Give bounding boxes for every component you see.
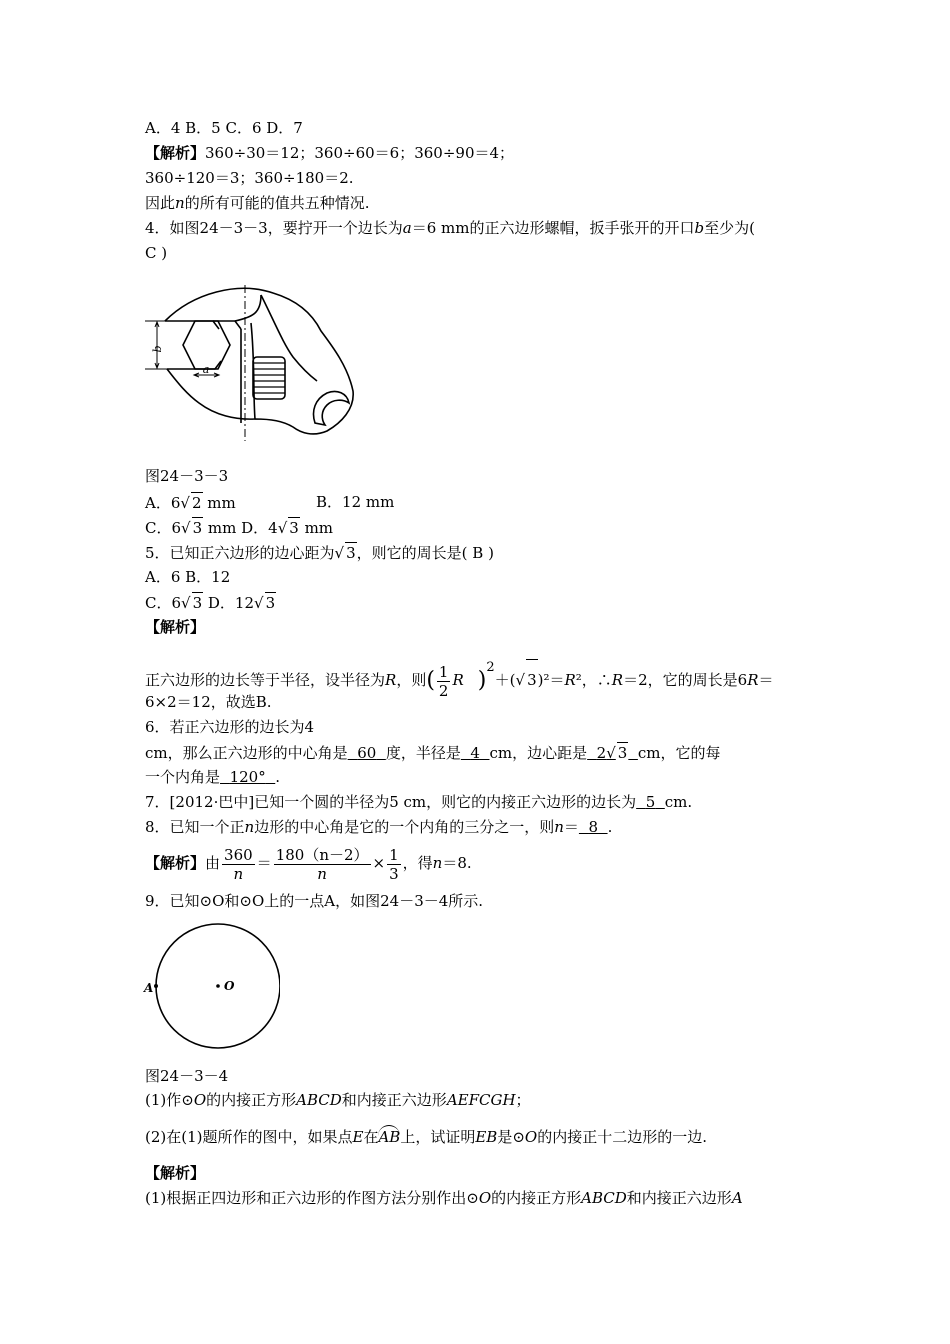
analysis-label: 【解析】: [145, 1164, 206, 1182]
text: cm，边心距是: [489, 744, 588, 762]
text: ＝: [563, 818, 579, 836]
answer: 60: [357, 744, 377, 762]
text: C．6: [145, 519, 182, 537]
var-n: n: [554, 818, 564, 836]
fig-label-b: b: [151, 345, 164, 353]
q4-stem: [145, 218, 755, 238]
text: 8．已知一个正: [145, 818, 245, 836]
q9-part2: [145, 1125, 707, 1147]
numerator: 1: [438, 662, 449, 681]
fraction-third: [387, 846, 401, 883]
text: 的内接正十二边形的一边.: [537, 1128, 707, 1146]
q8-analysis: [145, 843, 472, 883]
radicand: 3: [192, 594, 203, 612]
text: .: [607, 818, 613, 836]
radicand: 3: [289, 519, 299, 537]
label-o: O: [224, 979, 235, 993]
center-point: [216, 984, 220, 988]
radicand: 3: [346, 544, 356, 562]
text: 是⊙: [497, 1128, 525, 1146]
hanging-hole: [314, 391, 350, 425]
radicand: 3: [265, 594, 276, 612]
text: ²，∴: [575, 671, 612, 689]
q4-options-ab: [145, 492, 236, 513]
text: (1)作⊙: [145, 1091, 194, 1109]
text: (1)根据正四边形和正六边形的作图方法分别作出⊙: [145, 1189, 479, 1207]
q7: [145, 792, 692, 812]
text: 在: [363, 1128, 379, 1146]
q3-analysis-line1: [145, 143, 514, 163]
var-a: a: [402, 219, 412, 237]
text: 4．如图24－3－3，要拧开一个边长为: [145, 219, 403, 237]
hexagon-nut: [183, 321, 230, 369]
var-R: R: [452, 671, 464, 689]
arc-AB: AB: [378, 1125, 400, 1147]
sqrt-sign: √: [181, 594, 191, 612]
text: 7．[2012·巴中]已知一个圆的半径为5 cm，则它的内接正六边形的边长为: [145, 793, 637, 811]
fraction-half: [437, 663, 451, 700]
text: mm: [299, 519, 334, 537]
q4-figure-caption: 图24－3－3: [145, 467, 229, 485]
denominator: n: [233, 864, 244, 883]
text: 一个内角是: [145, 768, 221, 786]
answer: 120°: [229, 768, 266, 786]
text: ，则它的周长是( B ): [356, 544, 494, 562]
text: ，则: [396, 671, 427, 689]
paren-open: (: [426, 668, 435, 693]
var-n: n: [175, 194, 185, 212]
var-AEFCGH: AEFCGH: [446, 1091, 516, 1109]
answer-blank-1: [348, 744, 386, 762]
label-a: A: [144, 981, 154, 995]
text: cm.: [664, 793, 693, 811]
q6-line2: [145, 742, 721, 763]
q5-analysis-label: [145, 617, 205, 637]
var-A: A: [731, 1189, 743, 1207]
sqrt-sign: √: [334, 544, 345, 562]
text: 至少为(: [704, 219, 755, 237]
q9-part1: [145, 1090, 531, 1110]
var-ABCD: ABCD: [296, 1091, 342, 1109]
answer-blank-3: 2√ 3: [596, 744, 628, 762]
text: 和内接正六边形: [341, 1091, 447, 1109]
answer: 2: [596, 744, 607, 762]
answer: 5: [645, 793, 656, 811]
text: mm D．4: [203, 519, 278, 537]
radicand: 3: [617, 744, 628, 762]
text: C．6: [145, 594, 182, 612]
numerator: 360: [224, 845, 253, 864]
text: 5．已知正六边形的边心距为: [145, 544, 335, 562]
denominator: n: [317, 864, 327, 883]
text: A．6: [145, 494, 181, 512]
text: ＝: [758, 671, 774, 689]
text: cm，那么正六边形的中心角是: [145, 744, 348, 762]
text: ×: [372, 854, 386, 872]
text: ，得: [402, 854, 433, 872]
text: 由: [205, 854, 221, 872]
text: (2)在(1)题所作的图中，如果点: [145, 1128, 353, 1146]
analysis-label: 【解析】: [145, 854, 206, 872]
fig-label-a: a: [202, 363, 210, 376]
answer-blank-2: [461, 744, 490, 762]
circle-figure: [140, 918, 280, 1058]
text: 因此: [145, 194, 176, 212]
text: )²＝: [537, 671, 565, 689]
text: 的所有可能的值共五种情况.: [184, 194, 370, 212]
numerator: 1: [389, 845, 399, 864]
q3-options: A．4 B．5 C．6 D．7: [145, 119, 303, 137]
point-a: [154, 984, 158, 988]
denominator: 2: [438, 681, 449, 700]
text: 和内接正六边形: [626, 1189, 732, 1207]
sqrt-sign: √: [180, 494, 190, 512]
wrench-outline: [165, 288, 353, 434]
paren-close: ): [477, 668, 487, 693]
text: ；: [515, 1091, 531, 1109]
text: .: [275, 768, 281, 786]
text: ＝8.: [442, 854, 472, 872]
sqrt-sign: √: [181, 519, 191, 537]
text: D．12: [203, 594, 255, 612]
text: cm，它的每: [637, 744, 721, 762]
q9-analysis-label: [145, 1163, 205, 1183]
q6-line1: 6．若正六边形的边长为4: [145, 718, 315, 736]
sqrt-sign: √: [277, 519, 288, 537]
sqrt-sign: √: [515, 671, 526, 689]
q6-line3: [145, 767, 280, 787]
answer-blank: [579, 818, 608, 836]
text: 度，半径是: [385, 744, 461, 762]
text: 的内接正方形: [491, 1189, 582, 1207]
q5-analysis-line1: [145, 648, 774, 700]
radicand: 3: [526, 659, 538, 700]
q5-analysis-line2: 6×2＝12，故选B.: [145, 693, 272, 711]
numerator: 180（n－2）: [275, 845, 369, 864]
wrench-figure: [143, 283, 365, 443]
text: 正六边形的边长等于半径，设半径为: [145, 671, 386, 689]
text: 边形的中心角是它的一个内角的三分之一，则: [254, 818, 555, 836]
var-R: R: [385, 671, 397, 689]
text: 的内接正方形: [206, 1091, 297, 1109]
radicand: 2: [191, 494, 202, 512]
q4-answer: C ): [145, 244, 168, 262]
var-O: O: [478, 1189, 492, 1207]
q3-conclusion: [145, 193, 369, 213]
text: ＝: [256, 854, 272, 872]
q9-stem: 9．已知⊙O和⊙O上的一点A，如图24－3－4所示.: [145, 892, 484, 910]
var-E: E: [352, 1128, 364, 1146]
answer-blank-4: [220, 768, 275, 786]
q4-option-b: B．12 mm: [316, 493, 395, 511]
var-O: O: [524, 1128, 538, 1146]
q5-options-cd: [145, 592, 276, 613]
q4-options-cd: [145, 517, 333, 538]
var-n: n: [244, 818, 255, 836]
q9-analysis-text: [145, 1188, 743, 1208]
q5-options-ab: A．6 B．12: [145, 568, 231, 586]
q5-stem: [145, 542, 494, 563]
q8-stem: [145, 817, 612, 837]
text: 上，试证明: [400, 1128, 476, 1146]
var-O: O: [193, 1091, 207, 1109]
denominator: 3: [389, 864, 399, 883]
q9-figure-caption: 图24－3－4: [145, 1067, 229, 1085]
text: ＝2，它的周长是6: [623, 671, 748, 689]
var-ABCD: ABCD: [581, 1189, 627, 1207]
var-n: n: [432, 854, 443, 872]
analysis-label: 【解析】: [145, 618, 206, 636]
text: ＝6 mm的正六边形螺帽，扳手张开的开口: [411, 219, 695, 237]
sqrt-sign: √: [254, 594, 264, 612]
answer: 4: [470, 744, 480, 762]
var-b: b: [694, 219, 705, 237]
fraction-360-n: [222, 846, 255, 883]
q3-analysis-line2: 360÷120＝3；360÷180＝2.: [145, 169, 354, 187]
var-EB: EB: [475, 1128, 498, 1146]
answer: 8: [588, 818, 599, 836]
text: ＋(: [494, 671, 516, 689]
var-R: R: [564, 671, 576, 689]
analysis-text: 360÷30＝12；360÷60＝6；360÷90＝4；: [205, 144, 515, 162]
text: mm: [202, 494, 236, 512]
answer-blank: [636, 793, 665, 811]
fraction-180: [274, 846, 371, 883]
var-R: R: [611, 671, 624, 689]
var-R: R: [747, 671, 759, 689]
analysis-label: 【解析】: [145, 144, 206, 162]
radicand: 3: [192, 519, 203, 537]
exponent-2: 2: [486, 660, 495, 675]
